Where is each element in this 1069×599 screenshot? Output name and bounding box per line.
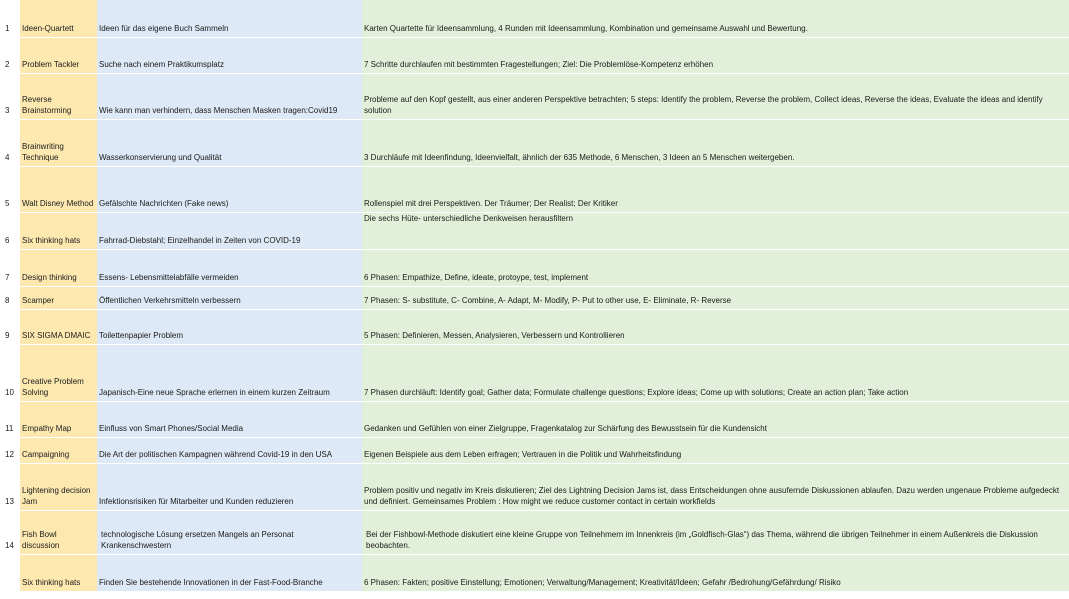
method-cell[interactable]: Brainwriting Technique	[20, 120, 97, 167]
table-row	[0, 345, 1069, 402]
description-cell[interactable]: Gedanken und Gefühlen von einer Zielgruppe, Fragenkatalog zur Schärfung des Bewusstsein für die Kundensicht	[362, 402, 1069, 438]
description-cell[interactable]: 3 Durchläufe mit Ideenfindung, Ideenvielfalt, ähnlich der 635 Methode, 6 Menschen, 3 Ideen an 5 Menschen weitergeben.	[362, 120, 1069, 167]
row-number: 5	[0, 167, 20, 213]
table-row	[0, 287, 1069, 310]
topic-cell[interactable]: Infektionsrisiken für Mitarbeiter und Kunden reduzieren	[97, 464, 362, 511]
description-cell[interactable]: 6 Phasen: Fakten; positive Einstellung; Emotionen; Verwaltung/Management; Kreativität/Ideen; Gefahr /Bedrohung/Gefährdung/ Risiko	[362, 555, 1069, 592]
topic-cell[interactable]: technologische Lösung ersetzen Mangels an Personat Krankenschwestern	[97, 511, 362, 555]
topic-cell[interactable]: Wie kann man verhindern, dass Menschen Masken tragen:Covid19	[97, 74, 362, 120]
topic-cell[interactable]: Einfluss von Smart Phones/Social Media	[97, 402, 362, 438]
topic-cell[interactable]: Suche nach einem Praktikumsplatz	[97, 38, 362, 74]
row-number: 7	[0, 250, 20, 287]
table-row	[0, 38, 1069, 74]
topic-cell[interactable]: Fahrrad-Diebstahl; Einzelhandel in Zeiten von COVID-19	[97, 213, 362, 250]
method-cell[interactable]: Walt Disney Method	[20, 167, 97, 213]
row-number: 12	[0, 438, 20, 464]
method-cell[interactable]: Scamper	[20, 287, 97, 310]
table-row	[0, 511, 1069, 555]
table-row	[0, 310, 1069, 345]
description-cell[interactable]: Die sechs Hüte- unterschiedliche Denkweisen herausfiltern	[362, 213, 1069, 250]
description-cell[interactable]: Karten Quartette für Ideensammlung, 4 Runden mit Ideensammlung, Kombination und gemeinsame Auswahl und Bewertung.	[362, 0, 1069, 38]
row-number: 10	[0, 345, 20, 402]
topic-cell[interactable]: Wasserkonservierung und Qualität	[97, 120, 362, 167]
table-row	[0, 438, 1069, 464]
topic-cell[interactable]: Gefälschte Nachrichten (Fake news)	[97, 167, 362, 213]
row-number: 2	[0, 38, 20, 74]
description-cell[interactable]: Bei der Fishbowl-Methode diskutiert eine kleine Gruppe von Teilnehmern im Innenkreis (im „Goldfisch-Glas“) das Thema, während die übrigen Teilnehmer in einem Außenkreis die Diskussion beobachten.	[362, 511, 1069, 555]
table-row	[0, 402, 1069, 438]
row-number: 8	[0, 287, 20, 310]
table-row	[0, 0, 1069, 38]
method-cell[interactable]: Fish Bowl discussion	[20, 511, 97, 555]
row-number: 1	[0, 0, 20, 38]
method-cell[interactable]: Campaigning	[20, 438, 97, 464]
row-number	[0, 555, 20, 592]
description-cell[interactable]: Rollenspiel mit drei Perspektiven. Der Träumer; Der Realist; Der Kritiker	[362, 167, 1069, 213]
table-row	[0, 74, 1069, 120]
table-row	[0, 120, 1069, 167]
description-cell[interactable]: 7 Phasen: S- substitute, C- Combine, A- Adapt, M- Modify, P- Put to other use, E- Eliminate, R- Reverse	[362, 287, 1069, 310]
description-cell[interactable]: 6 Phasen: Empathize, Define, ideate, protoype, test, implement	[362, 250, 1069, 287]
method-cell[interactable]: Creative Problem Solving	[20, 345, 97, 402]
method-cell[interactable]: Design thinking	[20, 250, 97, 287]
description-cell[interactable]: Probleme auf den Kopf gestellt, aus einer anderen Perspektive betrachten; 5 steps: Identify the problem, Reverse the problem, Collect ideas, Reverse the ideas, Evaluate the ideas and identify solution	[362, 74, 1069, 120]
method-cell[interactable]: Six thinking hats	[20, 213, 97, 250]
description-cell[interactable]: 5 Phasen: Definieren, Messen, Analysieren, Verbessern und Kontrollieren	[362, 310, 1069, 345]
row-number: 4	[0, 120, 20, 167]
table-row	[0, 213, 1069, 250]
row-number: 6	[0, 213, 20, 250]
method-cell[interactable]: Lightening decision Jam	[20, 464, 97, 511]
row-number: 13	[0, 464, 20, 511]
topic-cell[interactable]: Die Art der politischen Kampagnen während Covid-19 in den USA	[97, 438, 362, 464]
topic-cell[interactable]: Japanisch-Eine neue Sprache erlernen in einem kurzen Zeitraum	[97, 345, 362, 402]
method-cell[interactable]: Six thinking hats	[20, 555, 97, 592]
method-cell[interactable]: SIX SIGMA DMAIC	[20, 310, 97, 345]
topic-cell[interactable]: Öffentlichen Verkehrsmitteln verbessern	[97, 287, 362, 310]
method-cell[interactable]: Empathy Map	[20, 402, 97, 438]
row-number: 11	[0, 402, 20, 438]
table-row	[0, 250, 1069, 287]
topic-cell[interactable]: Finden Sie bestehende Innovationen in der Fast-Food-Branche	[97, 555, 362, 592]
description-cell[interactable]: 7 Phasen durchläuft: Identify goal; Gather data; Formulate challenge questions; Explore ideas; Come up with solutions; Create an action plan; Take action	[362, 345, 1069, 402]
row-number: 3	[0, 74, 20, 120]
row-number: 9	[0, 310, 20, 345]
method-cell[interactable]: Reverse Brainstorming	[20, 74, 97, 120]
description-cell[interactable]: Problem positiv und negativ im Kreis diskutieren; Ziel des Lightning Decision Jams ist, dass Entscheidungen ohne ausufernde Diskussionen ablaufen. Dazu werden ungenaue Probleme aufgedeckt und definiert. Gemeinsames Problem : How might we reduce customer contact in certain workfields	[362, 464, 1069, 511]
table-row	[0, 555, 1069, 592]
method-cell[interactable]: Ideen-Quartett	[20, 0, 97, 38]
table-row	[0, 167, 1069, 213]
description-cell[interactable]: Eigenen Beispiele aus dem Leben erfragen; Vertrauen in die Politik und Wahrheitsfindung	[362, 438, 1069, 464]
row-number: 14	[0, 511, 20, 555]
topic-cell[interactable]: Toilettenpapier Problem	[97, 310, 362, 345]
method-cell[interactable]: Problem Tackler	[20, 38, 97, 74]
description-cell[interactable]: 7 Schritte durchlaufen mit bestimmten Fragestellungen; Ziel: Die Problemlöse-Kompetenz erhöhen	[362, 38, 1069, 74]
table-row	[0, 464, 1069, 511]
topic-cell[interactable]: Essens- Lebensmittelabfälle vermeiden	[97, 250, 362, 287]
topic-cell[interactable]: Ideen für das eigene Buch Sammeln	[97, 0, 362, 38]
